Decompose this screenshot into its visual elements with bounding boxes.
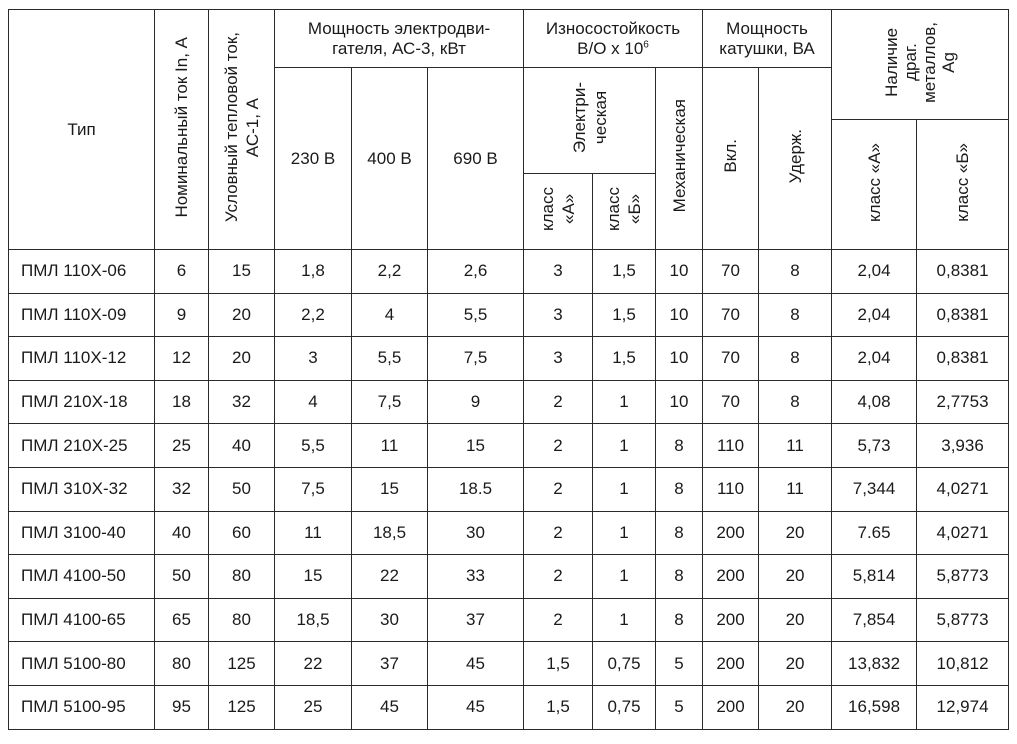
value-cell: 22	[352, 555, 428, 599]
value-cell: 5,5	[352, 337, 428, 381]
header-class-b-electric: класс «Б»	[593, 174, 656, 250]
value-cell: 200	[703, 598, 759, 642]
value-cell: 37	[428, 598, 524, 642]
value-cell: 8	[656, 598, 703, 642]
header-on: Вкл.	[703, 68, 759, 250]
type-cell: ПМЛ 210Х-18	[9, 380, 155, 424]
value-cell: 110	[703, 467, 759, 511]
value-cell: 2,6	[428, 250, 524, 294]
value-cell: 80	[155, 642, 209, 686]
value-cell: 5,8773	[917, 598, 1009, 642]
value-cell: 125	[209, 642, 275, 686]
value-cell: 2,04	[832, 293, 917, 337]
value-cell: 95	[155, 685, 209, 729]
header-230v: 230 В	[275, 68, 352, 250]
value-cell: 4,08	[832, 380, 917, 424]
type-cell: ПМЛ 5100-80	[9, 642, 155, 686]
value-cell: 50	[155, 555, 209, 599]
value-cell: 18	[155, 380, 209, 424]
header-coil-power: Мощность катушки, ВА	[703, 10, 832, 68]
value-cell: 125	[209, 685, 275, 729]
value-cell: 20	[209, 337, 275, 381]
value-cell: 8	[656, 555, 703, 599]
value-cell: 25	[275, 685, 352, 729]
value-cell: 5,5	[275, 424, 352, 468]
value-cell: 2	[524, 467, 593, 511]
table-row	[9, 685, 1009, 729]
table-row	[9, 555, 1009, 599]
value-cell: 11	[759, 467, 832, 511]
value-cell: 13,832	[832, 642, 917, 686]
value-cell: 18,5	[352, 511, 428, 555]
type-cell: ПМЛ 110Х-06	[9, 250, 155, 294]
value-cell: 30	[428, 511, 524, 555]
value-cell: 5,73	[832, 424, 917, 468]
value-cell: 0,8381	[917, 250, 1009, 294]
table-row	[9, 511, 1009, 555]
header-thermal-current: Условный тепловой ток, АС-1, А	[209, 10, 275, 250]
value-cell: 30	[352, 598, 428, 642]
value-cell: 3	[524, 337, 593, 381]
header-electric: Электри- ческая	[524, 68, 656, 174]
value-cell: 5,814	[832, 555, 917, 599]
value-cell: 20	[759, 598, 832, 642]
value-cell: 8	[656, 467, 703, 511]
value-cell: 8	[759, 250, 832, 294]
value-cell: 7,344	[832, 467, 917, 511]
value-cell: 37	[352, 642, 428, 686]
value-cell: 45	[352, 685, 428, 729]
value-cell: 1,5	[593, 337, 656, 381]
header-wear-resistance: Износостойкость В/О х $10^6$	[524, 10, 703, 68]
value-cell: 80	[209, 555, 275, 599]
value-cell: 2,04	[832, 337, 917, 381]
value-cell: 5	[656, 642, 703, 686]
value-cell: 40	[155, 511, 209, 555]
value-cell: 3	[275, 337, 352, 381]
value-cell: 0,75	[593, 642, 656, 686]
header-mechanical: Механическая	[656, 68, 703, 250]
header-class-b-metal: класс «Б»	[917, 120, 1009, 250]
value-cell: 10,812	[917, 642, 1009, 686]
value-cell: 0,8381	[917, 337, 1009, 381]
value-cell: 11	[352, 424, 428, 468]
value-cell: 1,5	[593, 293, 656, 337]
value-cell: 12,974	[917, 685, 1009, 729]
value-cell: 15	[209, 250, 275, 294]
value-cell: 1,5	[524, 685, 593, 729]
value-cell: 70	[703, 380, 759, 424]
contactor-spec-table	[8, 9, 1009, 730]
table-row	[9, 598, 1009, 642]
value-cell: 4,0271	[917, 467, 1009, 511]
value-cell: 4	[275, 380, 352, 424]
value-cell: 2	[524, 380, 593, 424]
value-cell: 2	[524, 424, 593, 468]
value-cell: 1	[593, 511, 656, 555]
header-hold: Удерж.	[759, 68, 832, 250]
value-cell: 65	[155, 598, 209, 642]
value-cell: 15	[275, 555, 352, 599]
value-cell: 0,8381	[917, 293, 1009, 337]
value-cell: 1	[593, 598, 656, 642]
value-cell: 45	[428, 642, 524, 686]
value-cell: 12	[155, 337, 209, 381]
value-cell: 15	[352, 467, 428, 511]
type-cell: ПМЛ 110Х-09	[9, 293, 155, 337]
value-cell: 7,5	[275, 467, 352, 511]
value-cell: 22	[275, 642, 352, 686]
value-cell: 4,0271	[917, 511, 1009, 555]
value-cell: 20	[209, 293, 275, 337]
value-cell: 18.5	[428, 467, 524, 511]
table-row	[9, 293, 1009, 337]
value-cell: 70	[703, 250, 759, 294]
value-cell: 8	[759, 337, 832, 381]
value-cell: 10	[656, 293, 703, 337]
header-class-a-metal: класс «А»	[832, 120, 917, 250]
value-cell: 1	[593, 424, 656, 468]
value-cell: 1	[593, 467, 656, 511]
value-cell: 110	[703, 424, 759, 468]
value-cell: 2,04	[832, 250, 917, 294]
value-cell: 9	[155, 293, 209, 337]
value-cell: 18,5	[275, 598, 352, 642]
value-cell: 1,8	[275, 250, 352, 294]
value-cell: 70	[703, 337, 759, 381]
value-cell: 15	[428, 424, 524, 468]
value-cell: 2,7753	[917, 380, 1009, 424]
value-cell: 3,936	[917, 424, 1009, 468]
table-row	[9, 380, 1009, 424]
table-row	[9, 250, 1009, 294]
value-cell: 1	[593, 380, 656, 424]
value-cell: 10	[656, 337, 703, 381]
header-type: Тип	[9, 10, 155, 250]
value-cell: 16,598	[832, 685, 917, 729]
type-cell: ПМЛ 5100-95	[9, 685, 155, 729]
value-cell: 20	[759, 685, 832, 729]
type-cell: ПМЛ 110Х-12	[9, 337, 155, 381]
value-cell: 4	[352, 293, 428, 337]
value-cell: 9	[428, 380, 524, 424]
value-cell: 2	[524, 598, 593, 642]
value-cell: 32	[155, 467, 209, 511]
value-cell: 33	[428, 555, 524, 599]
table-row	[9, 337, 1009, 381]
value-cell: 7,854	[832, 598, 917, 642]
value-cell: 2	[524, 555, 593, 599]
header-400v: 400 В	[352, 68, 428, 250]
value-cell: 8	[759, 380, 832, 424]
value-cell: 11	[759, 424, 832, 468]
value-cell: 40	[209, 424, 275, 468]
header-nominal-current: Номинальный ток In, А	[155, 10, 209, 250]
table-row	[9, 467, 1009, 511]
table-body	[9, 250, 1009, 730]
value-cell: 10	[656, 250, 703, 294]
value-cell: 80	[209, 598, 275, 642]
value-cell: 2,2	[352, 250, 428, 294]
value-cell: 45	[428, 685, 524, 729]
value-cell: 200	[703, 511, 759, 555]
value-cell: 20	[759, 555, 832, 599]
value-cell: 11	[275, 511, 352, 555]
value-cell: 1,5	[593, 250, 656, 294]
value-cell: 3	[524, 293, 593, 337]
value-cell: 1,5	[524, 642, 593, 686]
value-cell: 7.65	[832, 511, 917, 555]
value-cell: 50	[209, 467, 275, 511]
value-cell: 25	[155, 424, 209, 468]
value-cell: 8	[759, 293, 832, 337]
type-cell: ПМЛ 310Х-32	[9, 467, 155, 511]
header-motor-power: Мощность электродви- гателя, АС-3, кВт	[275, 10, 524, 68]
table-row	[9, 642, 1009, 686]
type-cell: ПМЛ 210Х-25	[9, 424, 155, 468]
type-cell: ПМЛ 4100-65	[9, 598, 155, 642]
value-cell: 200	[703, 685, 759, 729]
value-cell: 10	[656, 380, 703, 424]
value-cell: 200	[703, 642, 759, 686]
value-cell: 0,75	[593, 685, 656, 729]
header-precious-metals: Наличие драг. металлов, Ag	[832, 10, 1009, 120]
header-690v: 690 В	[428, 68, 524, 250]
value-cell: 20	[759, 511, 832, 555]
value-cell: 5	[656, 685, 703, 729]
value-cell: 1	[593, 555, 656, 599]
value-cell: 7,5	[428, 337, 524, 381]
value-cell: 2	[524, 511, 593, 555]
value-cell: 5,5	[428, 293, 524, 337]
value-cell: 60	[209, 511, 275, 555]
table-row	[9, 424, 1009, 468]
value-cell: 2,2	[275, 293, 352, 337]
header-class-a-electric: класс «А»	[524, 174, 593, 250]
value-cell: 6	[155, 250, 209, 294]
value-cell: 32	[209, 380, 275, 424]
type-cell: ПМЛ 3100-40	[9, 511, 155, 555]
value-cell: 200	[703, 555, 759, 599]
value-cell: 5,8773	[917, 555, 1009, 599]
value-cell: 7,5	[352, 380, 428, 424]
value-cell: 70	[703, 293, 759, 337]
value-cell: 8	[656, 511, 703, 555]
value-cell: 3	[524, 250, 593, 294]
value-cell: 8	[656, 424, 703, 468]
value-cell: 20	[759, 642, 832, 686]
type-cell: ПМЛ 4100-50	[9, 555, 155, 599]
